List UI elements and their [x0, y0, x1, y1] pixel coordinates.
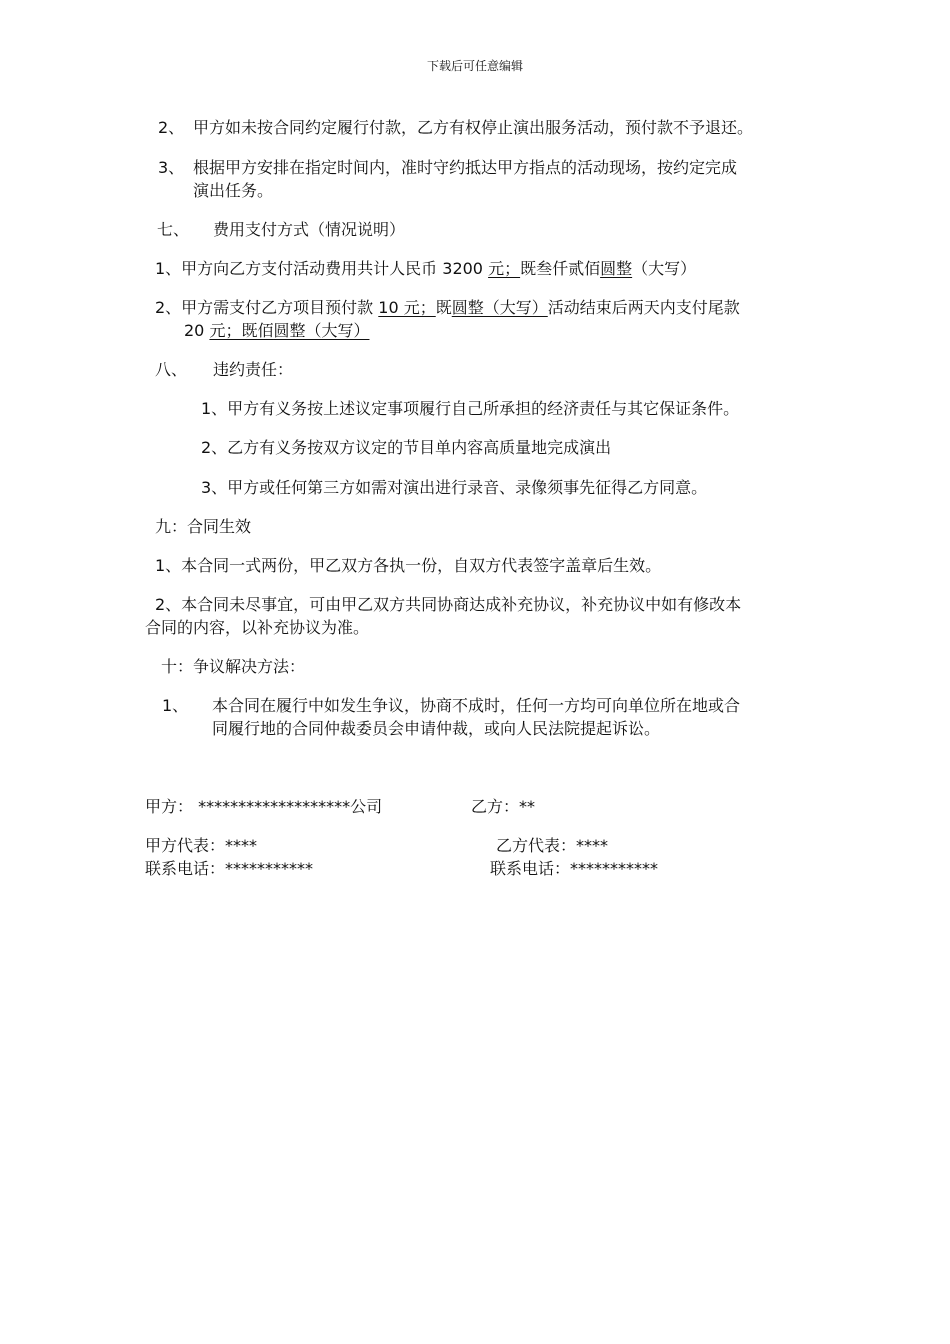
- section-9-paragraph-2-line2: 合同的内容，以补充协议为准。: [145, 618, 370, 637]
- section-8-item-3: 3、甲方或任何第三方如需对演出进行录音、录像须事先征得乙方同意。: [201, 478, 708, 497]
- section-8-item-2: 2、乙方有义务按双方议定的节目单内容高质量地完成演出: [201, 438, 612, 457]
- party-b-representative: 乙方代表：****: [496, 836, 609, 855]
- section-9-paragraph-1: 1、本合同一式两份，甲乙双方各执一份，自双方代表签字盖章后生效。: [155, 556, 662, 575]
- section-10-item-line1: 本合同在履行中如发生争议，协商不成时，任何一方均可向单位所在地或合: [212, 696, 741, 715]
- item-3-line1: 根据甲方安排在指定时间内，准时守约抵达甲方指点的活动现场，按约定完成: [193, 158, 738, 177]
- section-7-paragraph-2-line1: 2、甲方需支付乙方项目预付款 10 元；既圆整（大写）活动结束后两天内支付尾款: [155, 298, 740, 317]
- item-2-text: 甲方如未按合同约定履行付款，乙方有权停止演出服务活动，预付款不予退还。: [193, 118, 754, 137]
- item-2-number: 2、: [158, 118, 185, 137]
- party-a-phone: 联系电话：***********: [145, 859, 314, 878]
- section-10-item-line2: 同履行地的合同仲裁委员会申请仲裁，或向人民法院提起诉讼。: [212, 719, 661, 738]
- party-a-representative: 甲方代表：****: [145, 836, 258, 855]
- section-8-number: 八、: [155, 360, 188, 379]
- section-7-title: 费用支付方式（情况说明）: [213, 220, 406, 239]
- section-10-item-number: 1、: [162, 696, 189, 715]
- section-7-paragraph-1: 1、甲方向乙方支付活动费用共计人民币 3200 元；既叁仟贰佰圆整（大写）: [155, 259, 697, 278]
- section-7-paragraph-2-line2: 20 元；既佰圆整（大写）: [184, 321, 370, 340]
- page-header: 下载后可任意编辑: [426, 59, 523, 73]
- item-3-line2: 演出任务。: [193, 181, 274, 200]
- section-7-number: 七、: [157, 220, 190, 239]
- section-8-title: 违约责任：: [213, 360, 294, 379]
- party-b-phone: 联系电话：***********: [490, 859, 659, 878]
- section-8-item-1: 1、甲方有义务按上述议定事项履行自己所承担的经济责任与其它保证条件。: [201, 399, 740, 418]
- party-b-name: 乙方：**: [471, 797, 536, 816]
- item-3-number: 3、: [158, 158, 185, 177]
- section-9-title: 九：合同生效: [155, 517, 252, 536]
- party-a-name: 甲方： *******************公司: [145, 797, 383, 816]
- section-10-title: 十：争议解决方法：: [161, 657, 306, 676]
- section-9-paragraph-2-line1: 2、本合同未尽事宜，可由甲乙双方共同协商达成补充协议，补充协议中如有修改本: [155, 595, 742, 614]
